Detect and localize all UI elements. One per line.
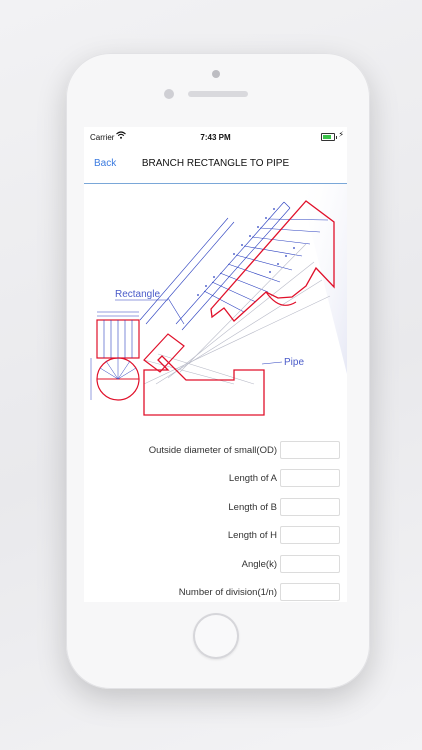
- field-label: Angle(k): [241, 559, 277, 570]
- field-label: Number of division(1/n): [178, 587, 277, 598]
- side-view: [91, 312, 139, 400]
- back-button[interactable]: Back: [94, 158, 117, 169]
- status-time: 7:43 PM: [200, 133, 231, 142]
- field-label: Length of H: [227, 530, 277, 541]
- field-input[interactable]: [280, 583, 340, 601]
- field-input[interactable]: [280, 555, 340, 573]
- battery-icon: [321, 133, 335, 141]
- field-label: Outside diameter of small(OD): [148, 445, 277, 456]
- form-row: [84, 498, 347, 518]
- label-pipe: Pipe: [284, 357, 305, 368]
- dimension-lines: [140, 202, 328, 330]
- navigation-bar: [84, 145, 347, 184]
- page-title: BRANCH RECTANGLE TO PIPE: [141, 158, 290, 169]
- earpiece-speaker: [188, 91, 248, 97]
- field-input[interactable]: [280, 469, 340, 487]
- form-row: [84, 555, 347, 575]
- form-row: [84, 526, 347, 546]
- form-row: [84, 441, 347, 461]
- field-label: Length of B: [228, 502, 277, 513]
- front-camera-icon: [164, 89, 174, 99]
- charging-icon: ⚡: [338, 130, 344, 139]
- rectangle-leader: [168, 298, 184, 324]
- label-rectangle: Rectangle: [115, 289, 161, 300]
- field-label: Length of A: [228, 473, 277, 484]
- home-button[interactable]: [193, 613, 239, 659]
- field-input[interactable]: [280, 441, 340, 459]
- carrier-label: Carrier: [90, 133, 115, 142]
- status-bar: [84, 127, 347, 145]
- proximity-sensor: [212, 70, 220, 78]
- branch-diagram: [84, 184, 347, 434]
- app-screen: [84, 127, 347, 602]
- pipe-body: [144, 356, 264, 415]
- form-row: [84, 583, 347, 602]
- background-shade: [299, 184, 347, 374]
- pipe-shape: [144, 346, 181, 370]
- field-input[interactable]: [280, 526, 340, 544]
- field-input[interactable]: [280, 498, 340, 516]
- form-row: [84, 469, 347, 489]
- pipe-leader: [262, 362, 282, 364]
